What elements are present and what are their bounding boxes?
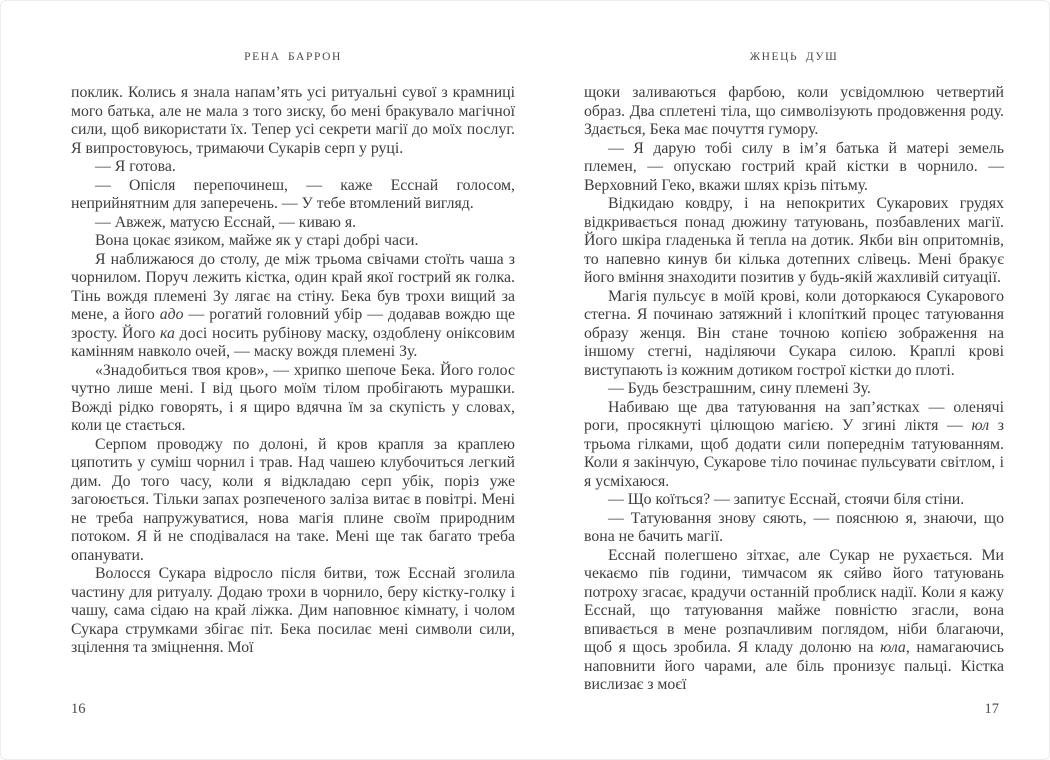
paragraph: щоки заливаються фарбою, коли усвідомлюю четвертий образ. Два сплетені тіла, що символізують продовження роду. Здається, Бека має почуття гумору. bbox=[584, 84, 1004, 138]
paragraph: — Татуювання знову сяють, — пояснюю я, знаючи, що вона не бачить магії. bbox=[584, 509, 1004, 545]
page-number-left: 16 bbox=[71, 701, 86, 717]
left-page-body-text bbox=[71, 84, 515, 658]
right-page bbox=[584, 51, 1004, 695]
paragraph: — Авжеж, матусю Есснай, — киваю я. bbox=[95, 213, 357, 231]
paragraph: Волосся Сукара відросло після битви, тож Есснай зголила частину для ритуалу. Додаю трохи в чорнило, беру кістку-голку і чашу, сама сідаю на край ліжка. Дим наповнює кімнату, і чолом Сукара струмками збігає піт. Бека посилає мені символи сили, зцілення та зміцнення. Мої bbox=[71, 565, 515, 656]
right-page-body-text bbox=[584, 84, 1004, 695]
paragraph: — Опісля перепочинеш, — каже Есснай голосом, неприйнятним для заперечень. — У тебе втомлений вигляд. bbox=[71, 176, 515, 212]
page-number-right: 17 bbox=[984, 701, 999, 717]
italic-term: ка bbox=[160, 324, 175, 342]
paragraph: Я наближаюся до столу, де між трьома свічами стоїть чаша з чорнилом. Поруч лежить кістка, один край якої гострий як голка. Тінь вождя племені Зу лягає на стіну. Бека був трохи вищий за мене, а його адо — рогатий головний убір — додавав вождю ще зросту. Його ка досі носить рубінову маску, оздоблену оніксовим камінням навколо очей, — маску вождя племені Зу. bbox=[71, 250, 515, 360]
paragraph: «Знадобиться твоя кров», — хрипко шепоче Бека. Його голос чутно лише мені. І від цього моїм тілом пробігають мурашки. Вожді рідко говорять, і я щиро вдячна їм за скупість у словах, коли це стається. bbox=[71, 361, 515, 434]
paragraph: — Я дарую тобі силу в ім’я батька й матері земель племен, — опускаю гострий край кістки в чорнило. — Верховний Геко, вкажи шлях крізь пітьму. bbox=[584, 139, 1004, 194]
paragraph: Серпом проводжу по долоні, й кров крапля за краплею цяпотить у суміш чорнил і трав. Над чашею клубочиться легкий дим. До того часу, коли я відкладаю серп убік, поріз уже загоюється. Тільки запах розпеченого заліза витає в повітрі. Мені не треба напружуватися, нова магія плине своїм природним потоком. Я й не сподівалася на таке. Мені ще так багато треба опанувати. bbox=[71, 435, 515, 564]
paragraph: — Будь безстрашним, сину племені Зу. bbox=[608, 380, 871, 397]
paragraph: Набиваю ще два татуювання на зап’ястках — оленячі роги, просякнуті цілющою магією. У згині ліктя — юл з трьома гілками, щоб додати сили попереднім татуюванням. Коли я закінчую, Сукарове тіло починає пульсувати світлом, і я усміхаюся. bbox=[584, 398, 1004, 490]
italic-term: юл bbox=[971, 417, 990, 434]
italic-term: адо bbox=[159, 306, 184, 323]
running-header-title: ЖНЕЦЬ ДУШ bbox=[749, 51, 839, 63]
paragraph: — Що коїться? — запитує Есснай, стоячи біля стіни. bbox=[608, 491, 965, 508]
paragraph: Магія пульсує в моїй крові, коли доторкаюся Сукарового стегна. Я починаю затяжний і клопіткий процес татуювання образу женця. Він стане точною копією зображення на іншому стегні, наділяючи Сукара силою. Краплі крові виступають із кожним дотиком гострої кістки до плоті. bbox=[584, 287, 1004, 379]
paragraph: Есснай полегшено зітхає, але Сукар не рухається. Ми чекаємо пів години, тимчасом як сяйво його татуювань потроху згасає, крадучи останній проблиск надії. Коли я кажу Есснай, що татуювання майже повністю згасли, вона впивається в мене розпачливим поглядом, ніби благаючи, щоб я щось зробила. Я кладу долоню на юла, намагаючись наповнити його чарами, але біль пронизує пальці. Кістка вислизає з моєї bbox=[584, 546, 1004, 693]
paragraph: поклик. Колись я знала напам’ять усі ритуальні сувої з крамниці мого батька, але не мала з того зиску, бо мені бракувало магічної сили, щоб використати їх. Тепер усі секрети магії до моїх послуг. Я випростовуюсь, тримаючи Сукарів серп у руці. bbox=[71, 84, 515, 157]
paragraph: — Я готова. bbox=[95, 158, 176, 175]
paragraph: Вона цокає язиком, майже як у старі добрі часи. bbox=[95, 232, 419, 249]
running-header-author: РЕНА БАРРОН bbox=[244, 51, 342, 63]
left-page bbox=[71, 51, 515, 658]
paragraph: Відкидаю ковдру, і на непокритих Сукарових грудях відкривається понад дюжину татуювань, позбавлених магії. Його шкіра гладенька й тепла на дотик. Якби він опритомнів, то напевно кинув би кілька дотепних слівець. Мені бракує його вміння знаходити позитив у будь-якій жахливій ситуації. bbox=[584, 195, 1004, 286]
italic-term: юла bbox=[880, 639, 906, 656]
